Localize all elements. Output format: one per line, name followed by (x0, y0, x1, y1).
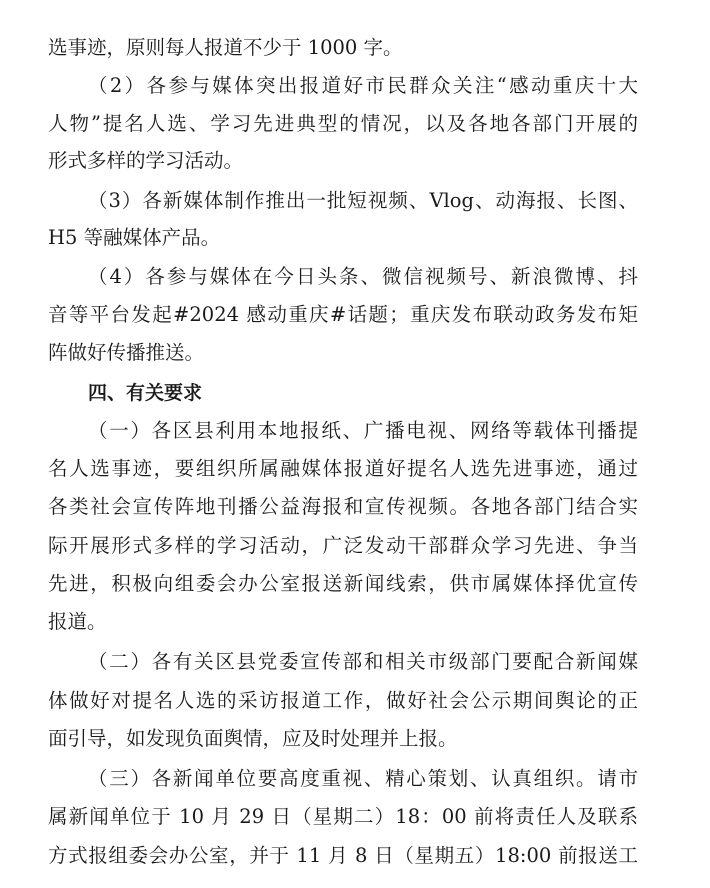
paragraph-line: 阵做好传播推送。 (48, 341, 205, 364)
paragraph-line: 形式多样的学习活动。 (48, 149, 244, 172)
paragraph-line: （4）各参与媒体在今日头条、微信视频号、新浪微博、抖 (88, 265, 638, 288)
paragraph-line: 属新闻单位于 10 月 29 日（星期二）18：00 前将责任人及联系 (48, 805, 638, 828)
paragraph-line: H5 等融媒体产品。 (48, 226, 221, 249)
paragraph-line: 音等平台发起#2024 感动重庆#话题；重庆发布联动政务发布矩 (48, 303, 638, 326)
paragraph-line: （2）各参与媒体突出报道好市民群众关注“感动重庆十大 (88, 74, 638, 97)
paragraph-line: 先进，积极向组委会办公室报送新闻线索，供市属媒体择优宣传 (48, 572, 638, 595)
section-heading: 四、有关要求 (88, 382, 203, 404)
paragraph-line: （三）各新闻单位要高度重视、精心策划、认真组织。请市 (88, 767, 638, 790)
paragraph-line: 各类社会宣传阵地刊播公益海报和宣传视频。各地各部门结合实 (48, 495, 638, 518)
paragraph-line: 名人选事迹，要组织所属融媒体报道好提名人选先进事迹，通过 (48, 457, 638, 480)
paragraph-line: 方式报组委会办公室，并于 11 月 8 日（星期五）18:00 前报送工 (48, 844, 638, 867)
paragraph-line: 人物”提名人选、学习先进典型的情况，以及各地各部门开展的 (48, 112, 638, 135)
paragraph-line: （3）各新媒体制作推出一批短视频、Vlog、动海报、长图、 (88, 189, 638, 212)
paragraph-line: 面引导，如发现负面舆情，应及时处理并上报。 (48, 727, 458, 750)
paragraph-line: （二）各有关区县党委宣传部和相关市级部门要配合新闻媒 (88, 650, 638, 673)
paragraph-line: 选事迹，原则每人报道不少于 1000 字。 (48, 36, 403, 59)
paragraph-line: 报道。 (48, 610, 107, 633)
paragraph-line: （一）各区县利用本地报纸、广播电视、网络等载体刊播提 (88, 419, 638, 442)
paragraph-line: 际开展形式多样的学习活动，广泛发动干部群众学习先进、争当 (48, 534, 638, 557)
paragraph-line: 体做好对提名人选的采访报道工作，做好社会公示期间舆论的正 (48, 689, 638, 712)
